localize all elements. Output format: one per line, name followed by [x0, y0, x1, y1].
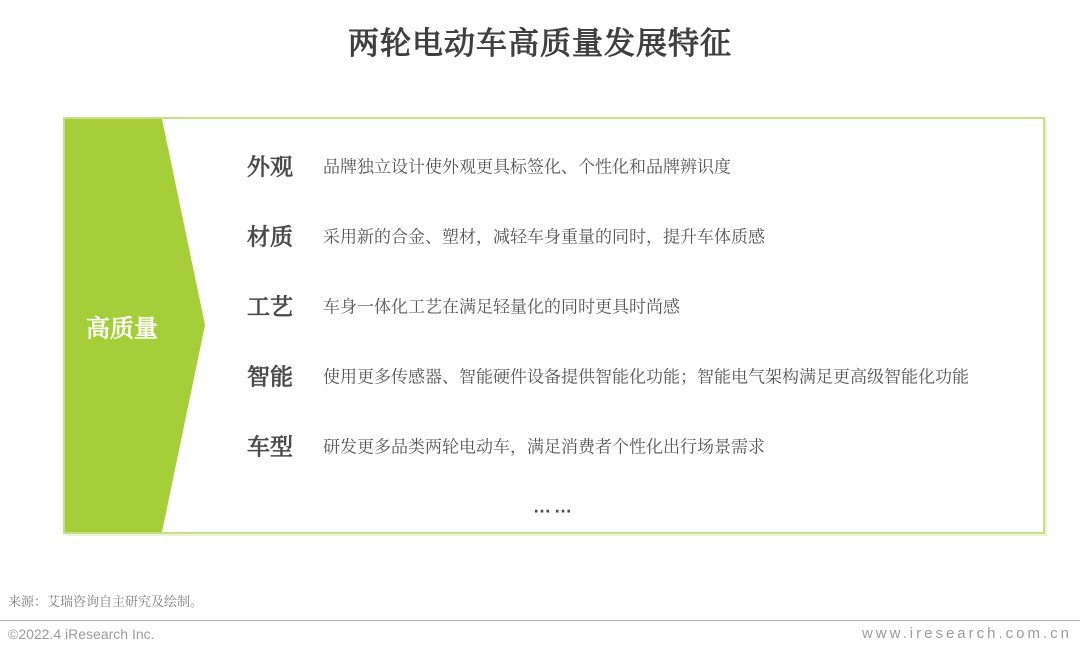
feature-label: 智能	[247, 363, 293, 390]
feature-label: 车型	[247, 433, 293, 460]
footer-divider	[0, 620, 1080, 621]
feature-panel	[63, 117, 1045, 534]
feature-label: 材质	[247, 223, 293, 250]
source-note: 来源：艾瑞咨询自主研究及绘制。	[8, 594, 204, 609]
feature-description: 车身一体化工艺在满足轻量化的同时更具时尚感	[323, 297, 680, 317]
feature-row	[235, 149, 731, 182]
feature-row	[235, 289, 680, 322]
side-label-high-quality: 高质量	[86, 315, 158, 342]
feature-label: 外观	[247, 153, 293, 180]
feature-row	[235, 359, 969, 392]
feature-description: 使用更多传感器、智能硬件设备提供智能化功能；智能电气架构满足更高级智能化功能	[323, 367, 969, 387]
feature-row	[235, 429, 765, 462]
ellipsis-more-indicator: ……	[533, 496, 575, 517]
feature-description: 品牌独立设计使外观更具标签化、个性化和品牌辨识度	[323, 157, 731, 177]
page-title: 两轮电动车高质量发展特征	[348, 26, 732, 61]
feature-description: 研发更多品类两轮电动车，满足消费者个性化出行场景需求	[323, 437, 765, 457]
feature-label: 工艺	[247, 293, 293, 320]
feature-row	[235, 219, 765, 252]
footer-website-url: www.iresearch.com.cn	[861, 625, 1072, 642]
feature-description: 采用新的合金、塑材，减轻车身重量的同时，提升车体质感	[323, 227, 765, 247]
footer-copyright: ©2022.4 iResearch Inc.	[8, 626, 155, 642]
